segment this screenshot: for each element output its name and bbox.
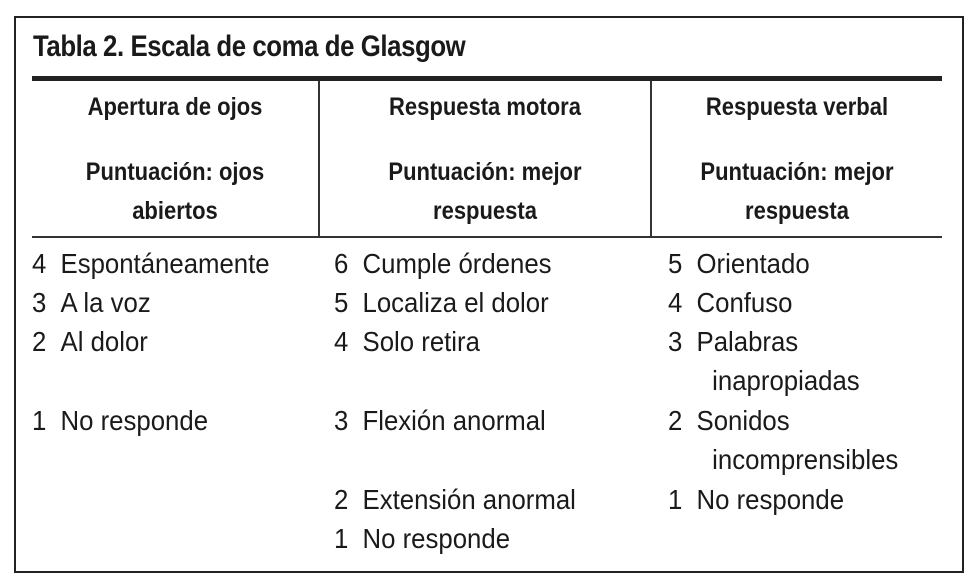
subheader-line: Puntuación: mejor	[388, 158, 582, 186]
column-header-eyes	[32, 81, 318, 236]
score: 1	[32, 405, 47, 436]
score: 2	[668, 405, 683, 436]
subheader-line: Puntuación: mejor	[700, 158, 894, 186]
score: 3	[334, 405, 349, 436]
item-label: No responde	[362, 523, 511, 554]
item-label: Palabras	[696, 326, 799, 357]
column-header-label: Apertura de ojos	[87, 93, 263, 121]
subheader-line: Puntuación: ojos	[85, 158, 265, 186]
item-label: No responde	[696, 484, 845, 515]
score: 3	[32, 287, 47, 318]
score: 1	[334, 523, 349, 554]
item-label: Sonidos	[696, 405, 790, 436]
item-label: Localiza el dolor	[362, 287, 549, 318]
score: 2	[32, 326, 47, 357]
item-label: Flexión anormal	[362, 405, 546, 436]
item-label: Orientado	[696, 248, 810, 279]
item-label: No responde	[60, 405, 209, 436]
column-header-motor	[320, 81, 650, 236]
score: 6	[334, 248, 349, 279]
item-label: incomprensibles	[712, 444, 899, 475]
score: 5	[334, 287, 349, 318]
score: 2	[334, 484, 349, 515]
item-label: Extensión anormal	[362, 484, 576, 515]
column-subheader	[340, 153, 630, 231]
column-subheader	[49, 153, 301, 231]
column-header-label: Respuesta motora	[389, 93, 581, 121]
table-title: Tabla 2. Escala de coma de Glasgow	[33, 30, 466, 63]
score: 1	[668, 484, 683, 515]
item-label: Confuso	[696, 287, 793, 318]
item-label: Cumple órdenes	[362, 248, 552, 279]
item-label: Espontáneamente	[60, 248, 270, 279]
subheader-line: abiertos	[132, 197, 218, 225]
item-label: Solo retira	[362, 326, 480, 357]
column-subheader	[669, 153, 924, 231]
score: 3	[668, 326, 683, 357]
score: 4	[334, 326, 349, 357]
column-header-label: Respuesta verbal	[705, 93, 889, 121]
item-label: Al dolor	[60, 326, 148, 357]
glasgow-table	[14, 16, 964, 573]
subheader-line: respuesta	[433, 197, 537, 225]
subheader-line: respuesta	[745, 197, 849, 225]
score: 4	[32, 248, 47, 279]
column-header-verbal	[652, 81, 942, 236]
score: 4	[668, 287, 683, 318]
item-label: A la voz	[60, 287, 151, 318]
header-rule	[32, 236, 942, 238]
score: 5	[668, 248, 683, 279]
item-label: inapropiadas	[712, 365, 860, 396]
